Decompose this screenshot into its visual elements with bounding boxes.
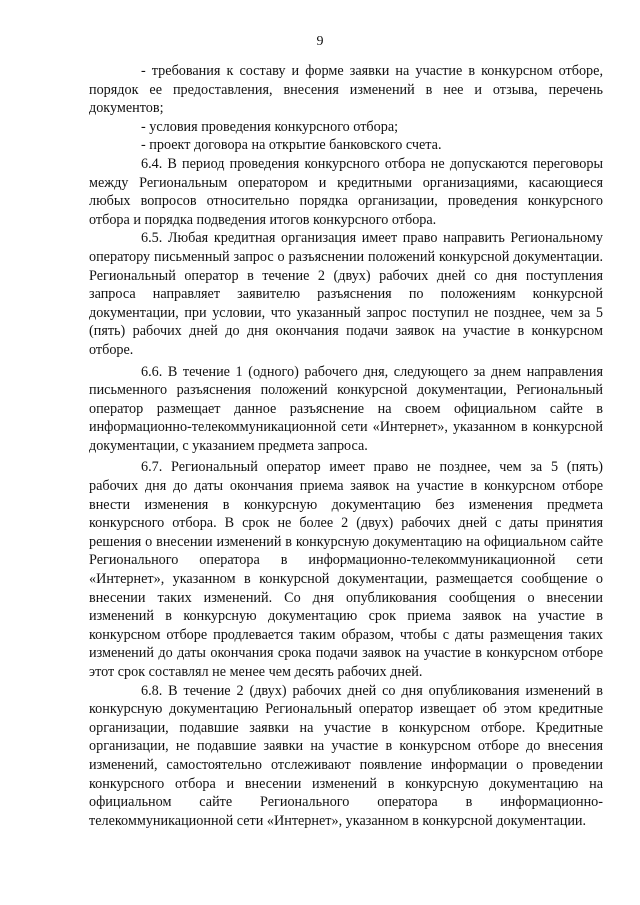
paragraph-6-8: 6.8. В течение 2 (двух) рабочих дней со дня опубликования изменений в конкурсную документацию Региональный оператор извещает об этом кредитные организации, подавшие заявки на участие в конкурсном отборе. Кредитные организации, не подавшие заявки на участие в конкурсном отборе до внесения изменений, самостоятельно отслеживают появление информации о проведении конкурсного отбора и внесении изменений в конкурсную документацию на официальном сайте Регионального оператора в информационно-телекоммуникационной сети «Интернет», указанном в конкурсной документации. xyxy=(89,682,603,829)
paragraph-requirements: - требования к составу и форме заявки на участие в конкурсном отборе, порядок ее предоставления, внесения изменений в нее и отзыва, перечень документов; xyxy=(89,63,603,117)
paragraph-6-5: 6.5. Любая кредитная организация имеет право направить Региональному оператору письменный запрос о разъяснении положений конкурсной документации. Региональный оператор в течение 2 (двух) рабочих дней со дня поступления запроса направляет заявителю разъяснения по положениям конкурсной документации, при условии, что указанный запрос поступил не позднее, чем за 5 (пять) рабочих дней до дня окончания подачи заявок на участие в конкурсном отборе. xyxy=(89,230,603,358)
paragraph-conditions: - условия проведения конкурсного отбора; xyxy=(141,118,399,135)
page-number: 9 xyxy=(316,34,324,49)
paragraph-6-6: 6.6. В течение 1 (одного) рабочего дня, следующего за днем направления письменного разъяснения положений конкурсной документации, Региональный оператор размещает данное разъяснение на своем официальном сайте в информационно-телекоммуникационной сети «Интернет», указанном в конкурсной документации, с указанием предмета запроса. xyxy=(89,363,603,454)
paragraph-contract-draft: - проект договора на открытие банковского счета. xyxy=(141,137,442,154)
paragraph-6-7: 6.7. Региональный оператор имеет право не позднее, чем за 5 (пять) рабочих дня до даты окончания приема заявок на участие в конкурсном отборе внести изменения в конкурсную документацию без изменения предмета конкурсного отбора. В срок не более 2 (двух) рабочих дней с даты принятия решения о внесении изменений в конкурсную документацию на официальном сайте Регионального оператора в информационно-телекоммуникационной сети «Интернет», указанном в конкурсной документации, размещается сообщение о внесении таких изменений. Со дня опубликования сообщения о внесении изменений в конкурсную документацию срок приема заявок на участие в конкурсном отборе продлевается таким образом, чтобы с даты размещения таких изменений до даты окончания срока подачи заявок на участие в конкурсном отборе этот срок составлял не менее чем десять рабочих дней. xyxy=(89,459,603,680)
document-body xyxy=(89,62,603,830)
paragraph-6-4: 6.4. В период проведения конкурсного отбора не допускаются переговоры между Региональным оператором и кредитными организациями, касающиеся любых вопросов относительно порядка организации, проведения конкурсного отбора и порядка подведения итогов конкурсного отбора. xyxy=(89,155,603,228)
